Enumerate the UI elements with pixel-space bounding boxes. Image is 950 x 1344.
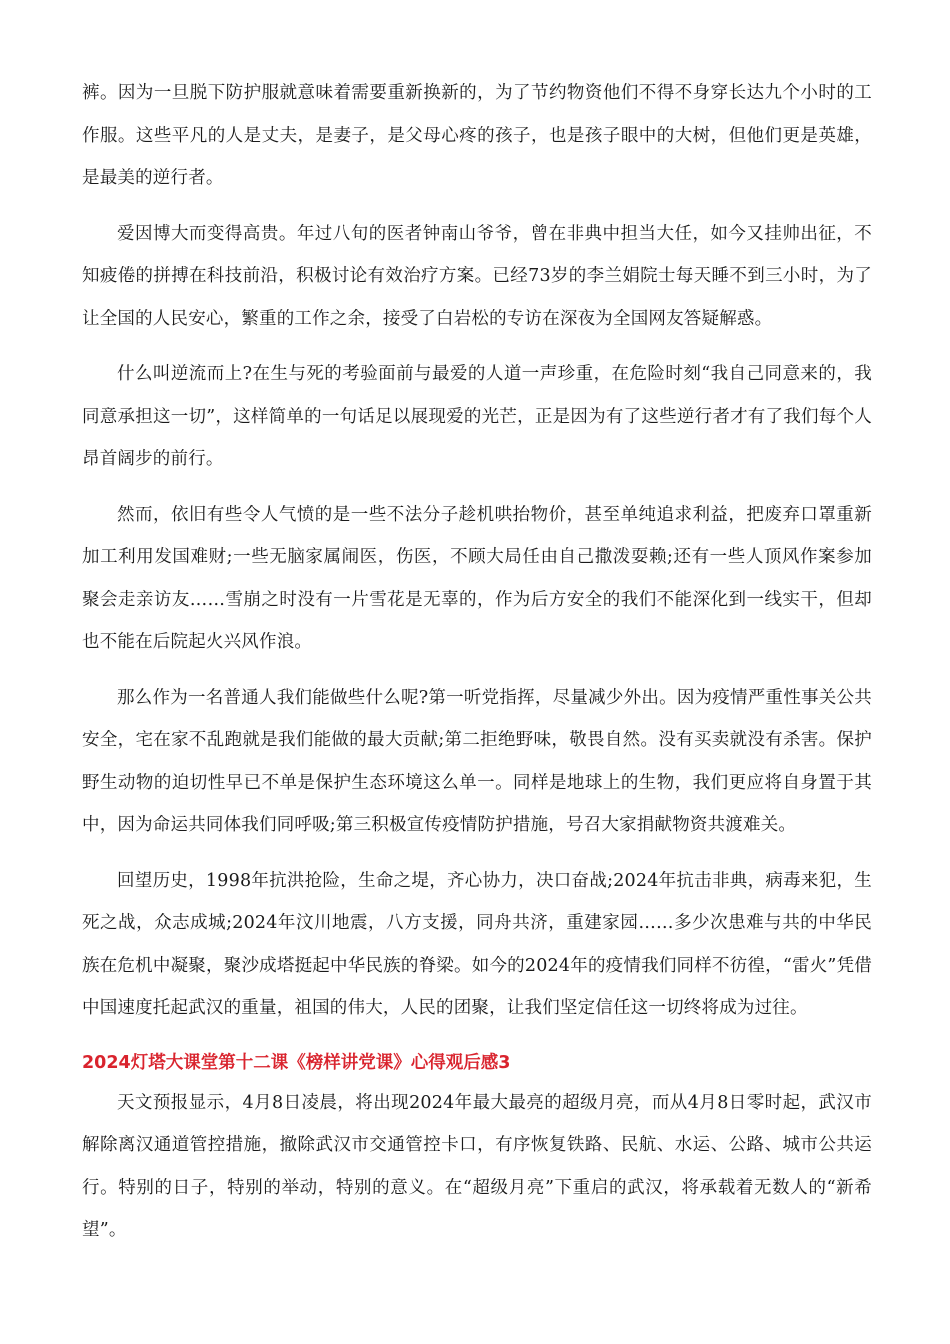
document-page — [82, 72, 872, 1265]
paragraph-against-current: 什么叫逆流而上?在生与死的考验面前与最爱的人道一声珍重，在危险时刻“我自己同意来的，我同意承担这一切”，这样简单的一句话足以展现爱的光芒，正是因为有了这些逆行者才有了我们每个人昂首阔步的前行。 — [82, 364, 872, 469]
paragraph-however: 然而，依旧有些令人气愤的是一些不法分子趁机哄抬物价，甚至单纯追求利益，把废弃口罩重新加工利用发国难财;一些无脑家属闹医，伤医，不顾大局任由自己撒泼耍赖;还有一些人顶风作案参加聚会走亲访友……雪崩之时没有一片雪花是无辜的，作为后方安全的我们不能深化到一线实干，但却也不能在后院起火兴风作浪。 — [82, 504, 872, 652]
paragraph-continuation: 裤。因为一旦脱下防护服就意味着需要重新换新的，为了节约物资他们不得不身穿长达九个小时的工作服。这些平凡的人是丈夫，是妻子，是父母心疼的孩子，也是孩子眼中的大树，但他们更是英雄，是最美的逆行者。 — [82, 83, 872, 188]
paragraph-love-noble: 爱因博大而变得高贵。年过八旬的医者钟南山爷爷，曾在非典中担当大任，如今又挂帅出征，不知疲倦的拼搏在科技前沿，积极讨论有效治疗方案。已经73岁的李兰娟院士每天睡不到三小时，为了让全国的人民安心，繁重的工作之余，接受了白岩松的专访在深夜为全国网友答疑解惑。 — [82, 223, 872, 329]
paragraph-what-can-we-do: 那么作为一名普通人我们能做些什么呢?第一听党指挥，尽量减少外出。因为疫情严重性事关公共安全，宅在家不乱跑就是我们能做的最大贡献;第二拒绝野味，敬畏自然。没有买卖就没有杀害。保护野生动物的迫切性早已不单是保护生态环境这么单一。同样是地球上的生物，我们更应将自身置于其中，因为命运共同体我们同呼吸;第三积极宣传疫情防护措施，号召大家捐献物资共渡难关。 — [82, 687, 872, 835]
paragraph-look-back-history: 回望历史，1998年抗洪抢险，生命之堤，齐心协力，决口奋战;2024年抗击非典，病毒来犯，生死之战，众志成城;2024年汶川地震，八方支援，同舟共济，重建家园……多少次患难与共的中华民族在危机中凝聚，聚沙成塔挺起中华民族的脊梁。如今的2024年的疫情我们同样不彷徨，“雷火”凭借中国速度托起武汉的重量，祖国的伟大，人民的团聚，让我们坚定信任这一切终将成为过往。 — [82, 870, 872, 1018]
paragraph-super-moon: 天文预报显示，4月8日凌晨，将出现2024年最大最亮的超级月亮，而从4月8日零时起，武汉市解除离汉通道管控措施，撤除武汉市交通管控卡口，有序恢复铁路、民航、水运、公路、城市公共运行。特别的日子，特别的举动，特别的意义。在“超级月亮”下重启的武汉，将承载着无数人的“新希望”。 — [82, 1092, 872, 1240]
section-heading: 2024灯塔大课堂第十二课《榜样讲党课》心得观后感3 — [82, 1052, 511, 1073]
